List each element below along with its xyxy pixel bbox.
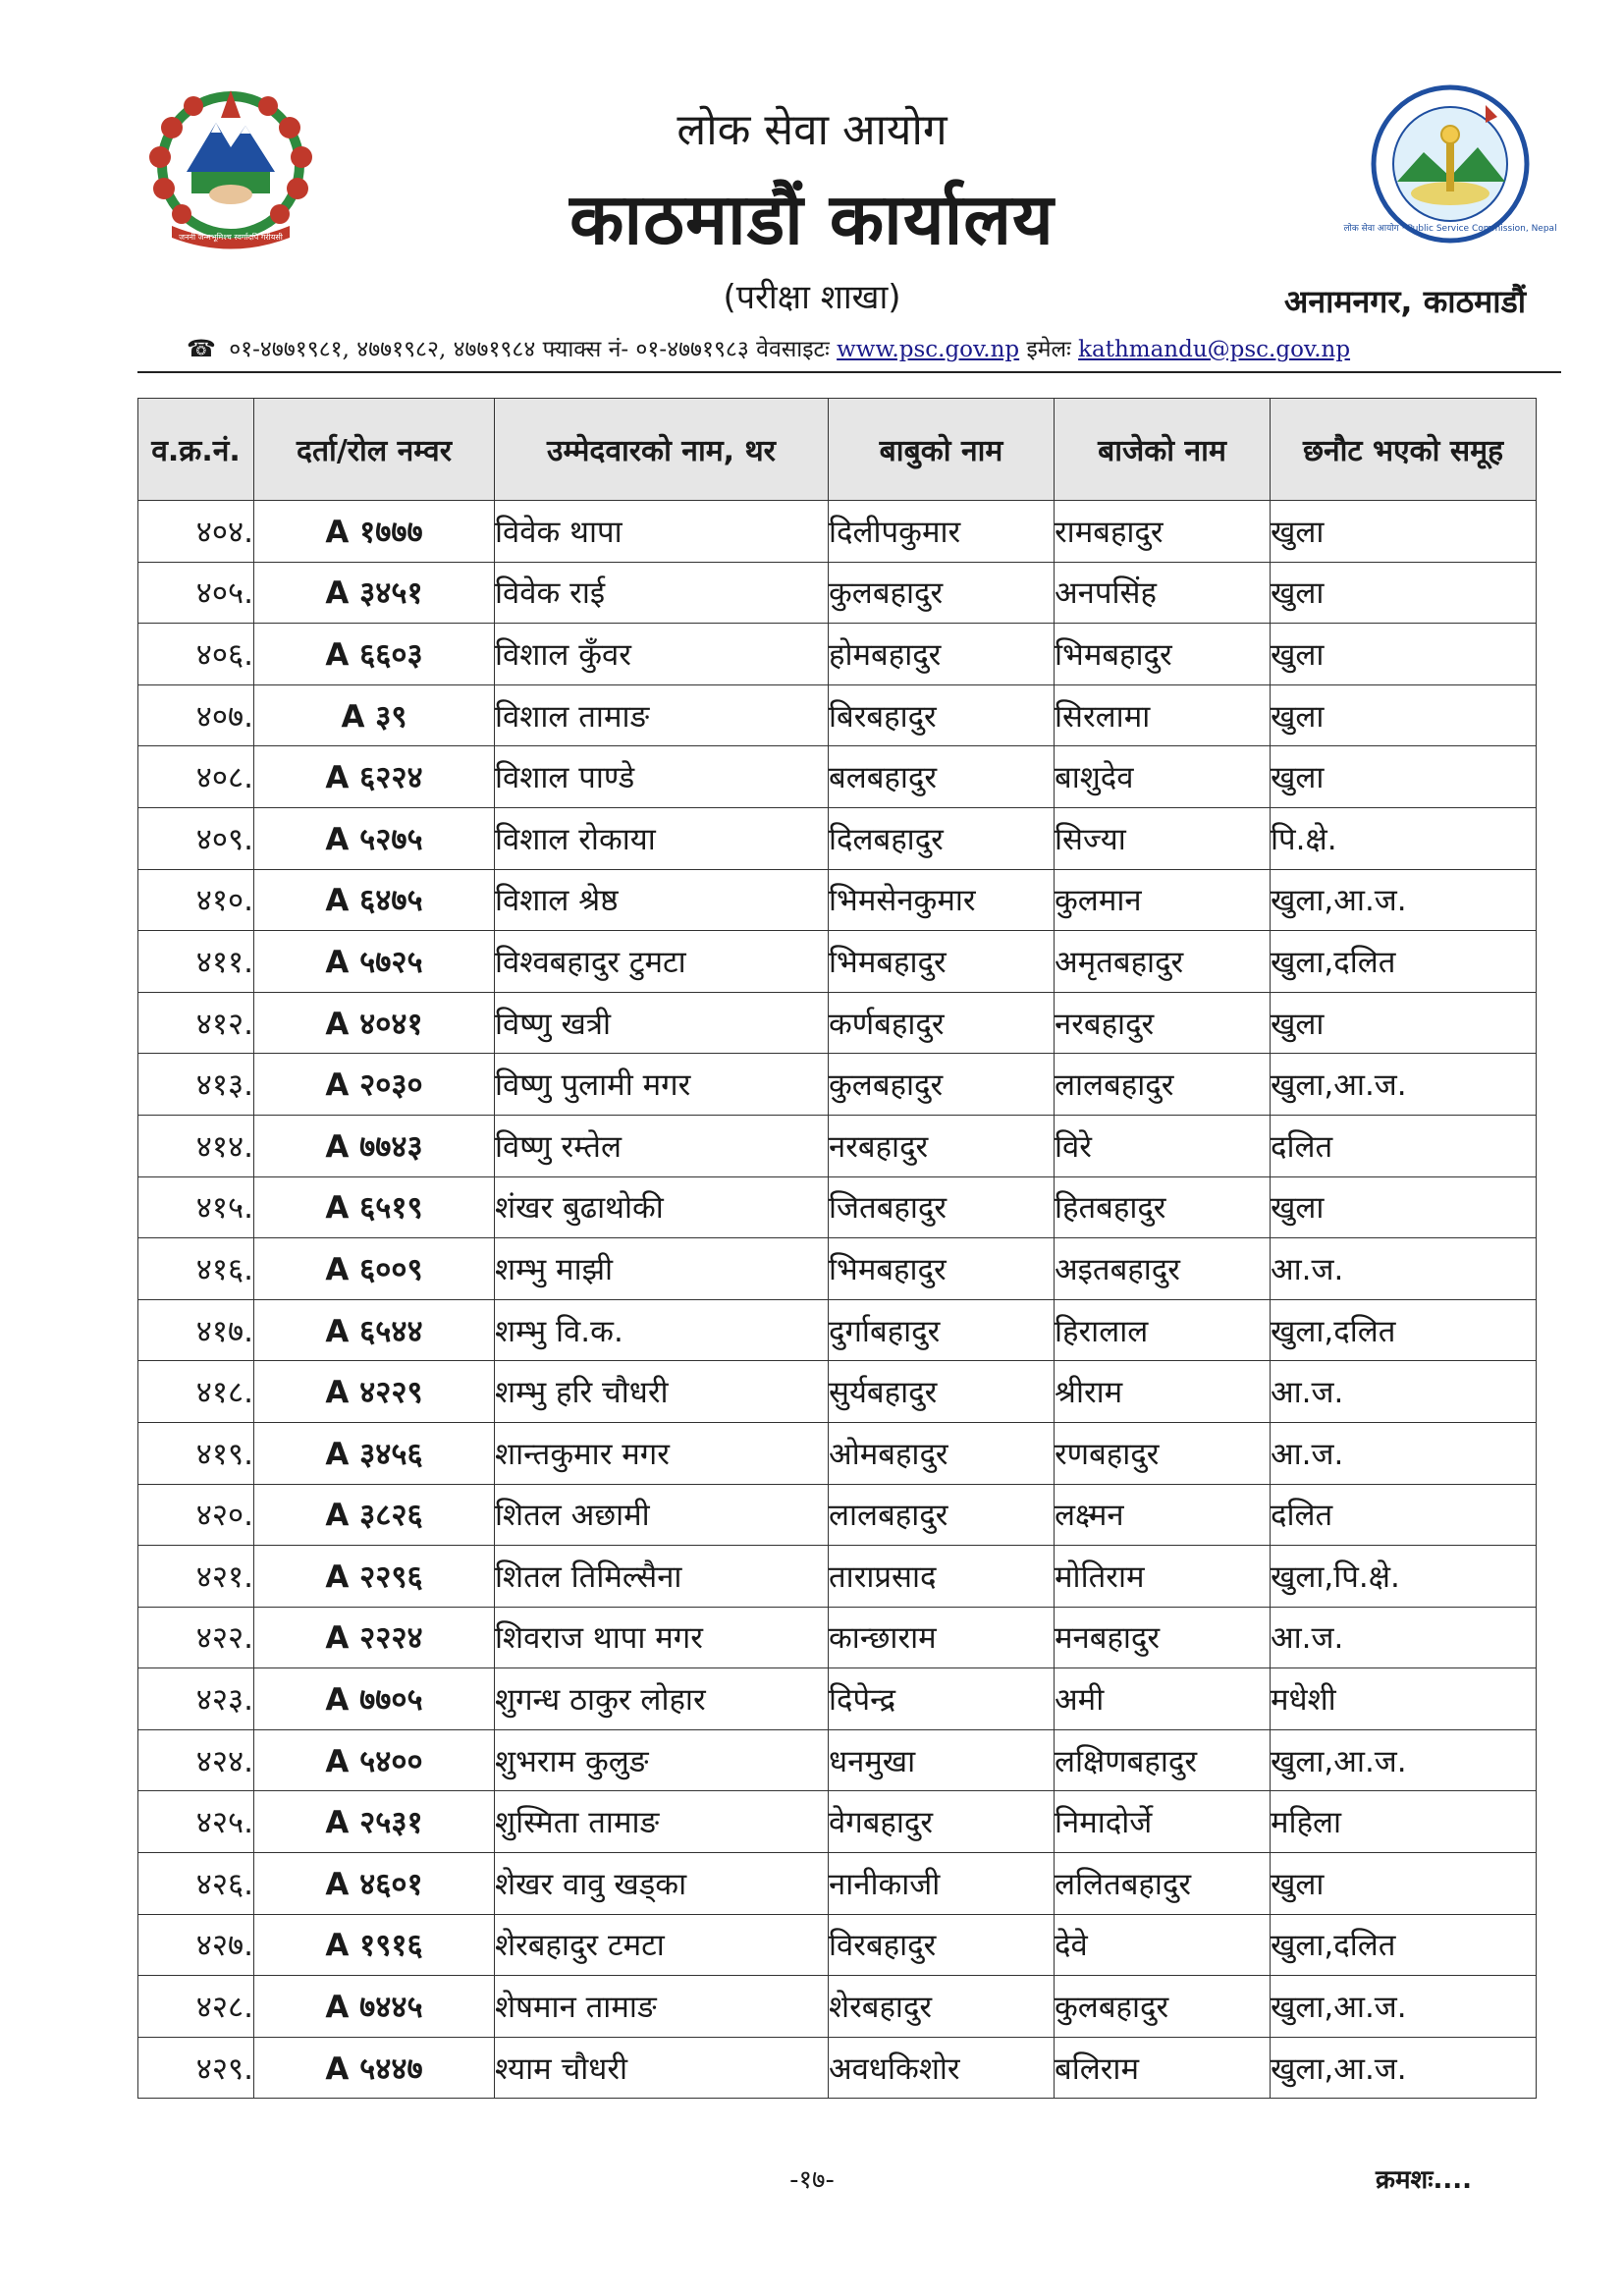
- cell-father-name: ओमबहादुर: [829, 1422, 1055, 1484]
- cell-father-name: बलबहादुर: [829, 746, 1055, 808]
- cell-serial: ४०८.: [138, 746, 254, 808]
- cell-grandfather-name: नरबहादुर: [1055, 992, 1271, 1054]
- table-row: [138, 1361, 1537, 1423]
- psc-seal-text: लोक सेवा आयोग · Public Service Commission, Nepal: [1343, 224, 1557, 234]
- cell-roll-number: A ४६०१: [254, 1853, 495, 1915]
- cell-serial: ४१०.: [138, 869, 254, 931]
- cell-father-name: होमबहादुर: [829, 624, 1055, 685]
- contact-line: [187, 332, 1350, 363]
- cell-selected-group: खुला,दलित: [1271, 1299, 1537, 1361]
- emblem-motto-text: जननी जन्मभूमिश्च स्वर्गादपि गरीयसी: [179, 233, 283, 242]
- table-row: [138, 746, 1537, 808]
- cell-selected-group: महिला: [1271, 1791, 1537, 1853]
- table-row: [138, 1853, 1537, 1915]
- cell-candidate-name: विशाल श्रेष्ठ: [495, 869, 829, 931]
- cell-roll-number: A ७७४३: [254, 1115, 495, 1176]
- cell-serial: ४२०.: [138, 1484, 254, 1546]
- table-row: [138, 1729, 1537, 1791]
- phone-icon: ☎: [187, 335, 216, 362]
- table-row: [138, 992, 1537, 1054]
- table-row: [138, 1484, 1537, 1546]
- cell-roll-number: A २०३०: [254, 1054, 495, 1116]
- cell-candidate-name: शेरबहादुर टमटा: [495, 1914, 829, 1976]
- table-row: [138, 2037, 1537, 2099]
- cell-father-name: दुर्गाबहादुर: [829, 1299, 1055, 1361]
- table-row: [138, 1791, 1537, 1853]
- cell-serial: ४०७.: [138, 684, 254, 746]
- cell-roll-number: A ५२७५: [254, 807, 495, 869]
- cell-father-name: जितबहादुर: [829, 1176, 1055, 1238]
- cell-serial: ४११.: [138, 931, 254, 993]
- cell-grandfather-name: मनबहादुर: [1055, 1607, 1271, 1668]
- cell-roll-number: A ५४००: [254, 1729, 495, 1791]
- office-name-title: काठमाडौं कार्यालय: [569, 178, 1055, 260]
- cell-candidate-name: शुभराम कुलुङ: [495, 1729, 829, 1791]
- cell-grandfather-name: कुलमान: [1055, 869, 1271, 931]
- cell-father-name: कान्छाराम: [829, 1607, 1055, 1668]
- cell-selected-group: आ.ज.: [1271, 1607, 1537, 1668]
- table-row: [138, 1115, 1537, 1176]
- cell-grandfather-name: अमृतबहादुर: [1055, 931, 1271, 993]
- col-header-roll: दर्ता/रोल नम्वर: [254, 399, 495, 501]
- cell-serial: ४२४.: [138, 1729, 254, 1791]
- table-row: [138, 869, 1537, 931]
- cell-grandfather-name: निमादोर्जे: [1055, 1791, 1271, 1853]
- cell-grandfather-name: हिरालाल: [1055, 1299, 1271, 1361]
- results-table: [137, 398, 1537, 2099]
- cell-candidate-name: शम्भु हरि चौधरी: [495, 1361, 829, 1423]
- cell-father-name: विरबहादुर: [829, 1914, 1055, 1976]
- cell-selected-group: खुला: [1271, 624, 1537, 685]
- cell-father-name: नरबहादुर: [829, 1115, 1055, 1176]
- cell-grandfather-name: अनपसिंह: [1055, 562, 1271, 624]
- cell-serial: ४१४.: [138, 1115, 254, 1176]
- website-label: वेवसाइटः: [756, 337, 830, 362]
- cell-candidate-name: शंखर बुढाथोकी: [495, 1176, 829, 1238]
- cell-father-name: सुर्यबहादुर: [829, 1361, 1055, 1423]
- cell-grandfather-name: बलिराम: [1055, 2037, 1271, 2099]
- cell-candidate-name: शितल तिमिल्सैना: [495, 1546, 829, 1608]
- cell-father-name: दिलीपकुमार: [829, 501, 1055, 563]
- cell-father-name: वेगबहादुर: [829, 1791, 1055, 1853]
- table-row: [138, 1238, 1537, 1300]
- cell-grandfather-name: मोतिराम: [1055, 1546, 1271, 1608]
- cell-father-name: ताराप्रसाद: [829, 1546, 1055, 1608]
- table-header-row: [138, 399, 1537, 501]
- table-row: [138, 1422, 1537, 1484]
- cell-grandfather-name: हितबहादुर: [1055, 1176, 1271, 1238]
- cell-candidate-name: शेखर वावु खड्का: [495, 1853, 829, 1915]
- cell-selected-group: खुला,आ.ज.: [1271, 1976, 1537, 2038]
- cell-candidate-name: शुगन्ध ठाकुर लोहार: [495, 1668, 829, 1730]
- cell-roll-number: A २२२४: [254, 1607, 495, 1668]
- cell-roll-number: A २५३१: [254, 1791, 495, 1853]
- cell-selected-group: पि.क्षे.: [1271, 807, 1537, 869]
- cell-candidate-name: शम्भु वि.क.: [495, 1299, 829, 1361]
- table-row: [138, 1299, 1537, 1361]
- cell-candidate-name: शेषमान तामाङ: [495, 1976, 829, 2038]
- cell-father-name: लालबहादुर: [829, 1484, 1055, 1546]
- cell-serial: ४१६.: [138, 1238, 254, 1300]
- cell-roll-number: A ७७०५: [254, 1668, 495, 1730]
- cell-roll-number: A ३९: [254, 684, 495, 746]
- cell-selected-group: खुला,आ.ज.: [1271, 1729, 1537, 1791]
- cell-grandfather-name: विरे: [1055, 1115, 1271, 1176]
- cell-candidate-name: शम्भु माझी: [495, 1238, 829, 1300]
- email-label: इमेलः: [1026, 337, 1071, 362]
- cell-roll-number: A ३४५६: [254, 1422, 495, 1484]
- cell-selected-group: दलित: [1271, 1484, 1537, 1546]
- cell-candidate-name: विष्णु खत्री: [495, 992, 829, 1054]
- cell-roll-number: A ३४५१: [254, 562, 495, 624]
- cell-serial: ४१९.: [138, 1422, 254, 1484]
- cell-father-name: शेरबहादुर: [829, 1976, 1055, 2038]
- cell-roll-number: A ५७२५: [254, 931, 495, 993]
- col-header-candidate: उम्मेदवारको नाम, थर: [495, 399, 829, 501]
- cell-candidate-name: विष्णु रम्तेल: [495, 1115, 829, 1176]
- table-row: [138, 684, 1537, 746]
- cell-grandfather-name: लक्ष्मन: [1055, 1484, 1271, 1546]
- cell-candidate-name: शिवराज थापा मगर: [495, 1607, 829, 1668]
- cell-selected-group: खुला: [1271, 562, 1537, 624]
- fax-number: ०१-४७७१९८३: [635, 337, 749, 362]
- cell-serial: ४२२.: [138, 1607, 254, 1668]
- cell-roll-number: A ६२२४: [254, 746, 495, 808]
- cell-selected-group: खुला,दलित: [1271, 1914, 1537, 1976]
- cell-father-name: अवधकिशोर: [829, 2037, 1055, 2099]
- cell-selected-group: खुला: [1271, 684, 1537, 746]
- cell-grandfather-name: अइतबहादुर: [1055, 1238, 1271, 1300]
- cell-roll-number: A ६६०३: [254, 624, 495, 685]
- cell-selected-group: खुला: [1271, 501, 1537, 563]
- table-row: [138, 1054, 1537, 1116]
- cell-selected-group: खुला,आ.ज.: [1271, 869, 1537, 931]
- col-header-serial: व.क्र.नं.: [138, 399, 254, 501]
- cell-grandfather-name: रणबहादुर: [1055, 1422, 1271, 1484]
- cell-selected-group: आ.ज.: [1271, 1238, 1537, 1300]
- cell-roll-number: A १९१६: [254, 1914, 495, 1976]
- cell-selected-group: खुला: [1271, 992, 1537, 1054]
- cell-selected-group: खुला,दलित: [1271, 931, 1537, 993]
- cell-roll-number: A ६४७५: [254, 869, 495, 931]
- cell-candidate-name: शान्तकुमार मगर: [495, 1422, 829, 1484]
- table-row: [138, 624, 1537, 685]
- cell-candidate-name: विशाल तामाङ: [495, 684, 829, 746]
- cell-serial: ४१३.: [138, 1054, 254, 1116]
- cell-father-name: बिरबहादुर: [829, 684, 1055, 746]
- cell-father-name: भिमबहादुर: [829, 1238, 1055, 1300]
- table-row: [138, 1546, 1537, 1608]
- col-header-grandfather: बाजेको नाम: [1055, 399, 1271, 501]
- cell-father-name: भिमबहादुर: [829, 931, 1055, 993]
- table-row: [138, 807, 1537, 869]
- cell-serial: ४०५.: [138, 562, 254, 624]
- cell-selected-group: खुला,पि.क्षे.: [1271, 1546, 1537, 1608]
- cell-father-name: कर्णबहादुर: [829, 992, 1055, 1054]
- psc-seal-emblem: [1343, 83, 1557, 246]
- cell-serial: ४१७.: [138, 1299, 254, 1361]
- cell-grandfather-name: कुलबहादुर: [1055, 1976, 1271, 2038]
- email-link[interactable]: kathmandu@psc.gov.np: [1078, 337, 1351, 362]
- cell-candidate-name: विशाल कुँवर: [495, 624, 829, 685]
- table-row: [138, 1914, 1537, 1976]
- cell-grandfather-name: देवे: [1055, 1914, 1271, 1976]
- branch-name: (परीक्षा शाखा): [723, 278, 901, 317]
- cell-roll-number: A ३८२६: [254, 1484, 495, 1546]
- cell-roll-number: A १७७७: [254, 501, 495, 563]
- cell-serial: ४२७.: [138, 1914, 254, 1976]
- cell-serial: ४१२.: [138, 992, 254, 1054]
- table-row: [138, 562, 1537, 624]
- table-row: [138, 1176, 1537, 1238]
- cell-father-name: धनमुखा: [829, 1729, 1055, 1791]
- cell-grandfather-name: बाशुदेव: [1055, 746, 1271, 808]
- cell-roll-number: A २२९६: [254, 1546, 495, 1608]
- cell-candidate-name: विवेक राई: [495, 562, 829, 624]
- cell-grandfather-name: अमी: [1055, 1668, 1271, 1730]
- col-header-father: बाबुको नाम: [829, 399, 1055, 501]
- table-row: [138, 1668, 1537, 1730]
- cell-father-name: भिमसेनकुमार: [829, 869, 1055, 931]
- cell-selected-group: आ.ज.: [1271, 1361, 1537, 1423]
- cell-father-name: नानीकाजी: [829, 1853, 1055, 1915]
- table-row: [138, 931, 1537, 993]
- col-header-group: छनौट भएको समूह: [1271, 399, 1537, 501]
- cell-roll-number: A ६५४४: [254, 1299, 495, 1361]
- cell-serial: ४२३.: [138, 1668, 254, 1730]
- table-row: [138, 501, 1537, 563]
- cell-roll-number: A ४२२९: [254, 1361, 495, 1423]
- cell-serial: ४०६.: [138, 624, 254, 685]
- cell-serial: ४२९.: [138, 2037, 254, 2099]
- cell-candidate-name: शितल अछामी: [495, 1484, 829, 1546]
- cell-father-name: कुलबहादुर: [829, 1054, 1055, 1116]
- cell-roll-number: A ६००९: [254, 1238, 495, 1300]
- cell-candidate-name: विशाल पाण्डे: [495, 746, 829, 808]
- cell-selected-group: मधेशी: [1271, 1668, 1537, 1730]
- cell-grandfather-name: रामबहादुर: [1055, 501, 1271, 563]
- cell-grandfather-name: भिमबहादुर: [1055, 624, 1271, 685]
- website-link[interactable]: www.psc.gov.np: [837, 337, 1020, 362]
- cell-father-name: कुलबहादुर: [829, 562, 1055, 624]
- cell-serial: ४१८.: [138, 1361, 254, 1423]
- cell-selected-group: खुला: [1271, 1853, 1537, 1915]
- cell-candidate-name: विष्णु पुलामी मगर: [495, 1054, 829, 1116]
- cell-serial: ४२८.: [138, 1976, 254, 2038]
- cell-father-name: दिलबहादुर: [829, 807, 1055, 869]
- cell-serial: ४२१.: [138, 1546, 254, 1608]
- cell-grandfather-name: लालबहादुर: [1055, 1054, 1271, 1116]
- cell-selected-group: आ.ज.: [1271, 1422, 1537, 1484]
- continued-note: क्रमशः....: [1376, 2165, 1472, 2195]
- table-row: [138, 1976, 1537, 2038]
- table-body: [138, 501, 1537, 2099]
- cell-serial: ४०९.: [138, 807, 254, 869]
- cell-grandfather-name: लक्षिणबहादुर: [1055, 1729, 1271, 1791]
- cell-grandfather-name: ललितबहादुर: [1055, 1853, 1271, 1915]
- cell-grandfather-name: सिरलामा: [1055, 684, 1271, 746]
- cell-roll-number: A ७४४५: [254, 1976, 495, 2038]
- header-divider: [137, 371, 1561, 373]
- cell-roll-number: A ५४४७: [254, 2037, 495, 2099]
- page-number: -१७-: [789, 2165, 835, 2195]
- cell-candidate-name: शुस्मिता तामाङ: [495, 1791, 829, 1853]
- cell-serial: ४२६.: [138, 1853, 254, 1915]
- cell-serial: ४१५.: [138, 1176, 254, 1238]
- cell-grandfather-name: श्रीराम: [1055, 1361, 1271, 1423]
- cell-candidate-name: विश्वबहादुर टुमटा: [495, 931, 829, 993]
- cell-candidate-name: श्याम चौधरी: [495, 2037, 829, 2099]
- table-row: [138, 1607, 1537, 1668]
- cell-grandfather-name: सिज्या: [1055, 807, 1271, 869]
- cell-selected-group: खुला: [1271, 1176, 1537, 1238]
- cell-serial: ४२५.: [138, 1791, 254, 1853]
- office-address: अनामनगर, काठमाडौं: [1283, 283, 1526, 320]
- organization-name: लोक सेवा आयोग: [677, 105, 947, 155]
- cell-roll-number: A ६५१९: [254, 1176, 495, 1238]
- cell-father-name: दिपेन्द्र: [829, 1668, 1055, 1730]
- cell-selected-group: खुला: [1271, 746, 1537, 808]
- cell-selected-group: खुला,आ.ज.: [1271, 1054, 1537, 1116]
- fax-label: फ्याक्स नं-: [542, 337, 629, 362]
- cell-candidate-name: विशाल रोकाया: [495, 807, 829, 869]
- cell-roll-number: A ४०४१: [254, 992, 495, 1054]
- cell-selected-group: दलित: [1271, 1115, 1537, 1176]
- cell-selected-group: खुला,आ.ज.: [1271, 2037, 1537, 2099]
- cell-serial: ४०४.: [138, 501, 254, 563]
- phone-numbers: ०१-४७७१९८१, ४७७१९८२, ४७७१९८४: [229, 337, 536, 362]
- cell-candidate-name: विवेक थापा: [495, 501, 829, 563]
